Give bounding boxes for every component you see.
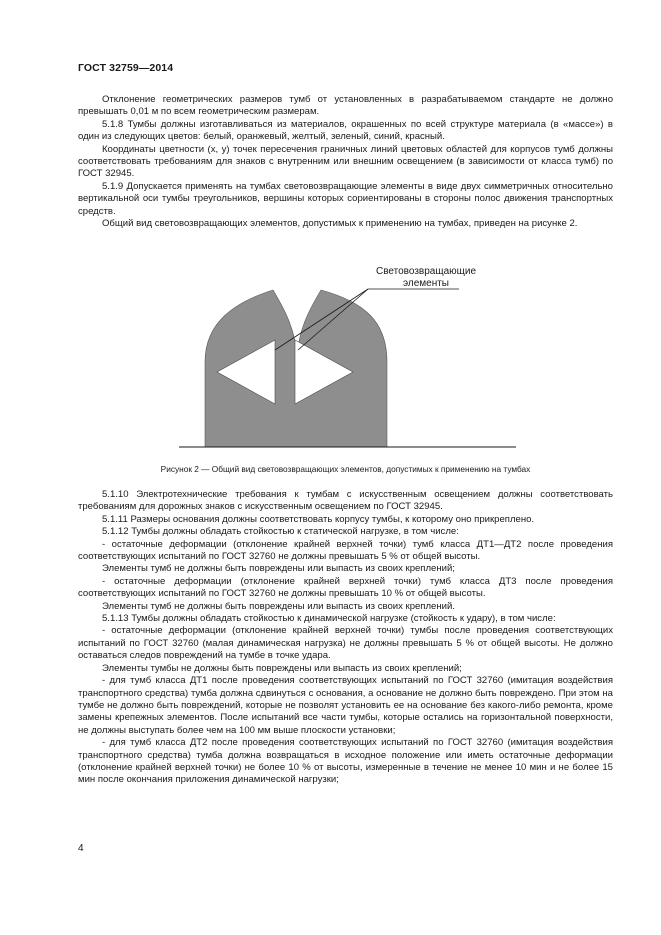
document-header: ГОСТ 32759—2014 — [78, 62, 174, 74]
paragraph: Элементы тумбы не должны быть повреждены или выпасть из своих креплений; — [102, 662, 462, 674]
paragraph-5-1-12: 5.1.12 Тумбы должны обладать стойкостью к статической нагрузке, в том числе: — [102, 526, 459, 538]
list-item: - для тумб класса ДТ1 после проведения соответствующих испытаний по ГОСТ 32760 (имитация воздействия транспортного средства) тумба должна сдвинуться с основания, а основание не должно быть повреждено. При этом на тумбе не должно быть повреждений, которые не позволят установить ее на основание без какого-либо ремонта, кроме замены крепежных элементов. После испытаний все части тумбы, которые остались на горизонтальной поверхности, не должны выступать более чем на 100 мм выше плоскости установки; — [78, 675, 613, 736]
paragraph-5-1-9: 5.1.9 Допускается применять на тумбах световозвращающие элементы в виде двух симметричных относительно вертикальной оси тумбы треугольников, вершины которых сориентированы в стороны полос движения транспортных средств. — [78, 180, 613, 217]
figure-label-line2: элементы — [402, 278, 450, 289]
paragraph: Координаты цветности (x, y) точек пересечения граничных линий цветовых областей для корпусов тумб должны соответствовать требованиям для знаков с внутренним или внешним освещением (в зависимости от класса тумб) по ГОСТ 32945. — [78, 143, 613, 180]
list-item: - остаточные деформации (отклонение крайней верхней точки) тумбы после проведения соответствующих испытаний по ГОСТ 32760 (малая динамическая нагрузка) не должны превышать 5 % от общей высоты. Не должно оставаться следов повреждений на тумбе в точке удара. — [78, 625, 613, 662]
list-item: - остаточные деформации (отклонение крайней верхней точки) тумб класса ДТ3 после проведения соответствующих испытаний по ГОСТ 32760 не должны превышать 10 % от общей высоты. — [78, 575, 613, 600]
figure-bollard — [175, 262, 520, 452]
body-text-top — [78, 94, 613, 230]
paragraph-5-1-8: 5.1.8 Тумбы должны изготавливаться из материалов, окрашенных по всей структуре материала (в «массе») в один из следующих цветов: белый, оранжевый, желтый, зеленый, синий, красный. — [78, 118, 613, 143]
figure-caption: Рисунок 2 — Общий вид световозвращающих элементов, допустимых к применению на тумбах — [160, 464, 531, 474]
list-item: - остаточные деформации (отклонение крайней верхней точки) тумб класса ДТ1—ДТ2 после проведения соответствующих испытаний по ГОСТ 32760 не должны превышать 5 % от общей высоты. — [78, 538, 613, 563]
paragraph: Элементы тумб не должны быть повреждены или выпасть из своих креплений. — [102, 600, 455, 612]
body-text-bottom — [78, 489, 613, 787]
figure-label-line1: Световозвращающие — [375, 266, 477, 277]
paragraph-5-1-13: 5.1.13 Тумбы должны обладать стойкостью к динамической нагрузке (стойкость к удару), в том числе: — [102, 613, 556, 625]
list-item: - для тумб класса ДТ2 после проведения соответствующих испытаний по ГОСТ 32760 (имитация воздействия транспортного средства) тумба должна возвращаться в исходное положение или иметь остаточные деформации (отклонение крайней верхней точки) не более 10 % от высоты, измеренные в течение не менее 10 мин и не более 15 мин после окончания приложения динамической нагрузки; — [78, 737, 613, 786]
paragraph: Отклонение геометрических размеров тумб от установленных в разрабатываемом стандарте не должно превышать 0,01 м по всем геометрическим размерам. — [78, 94, 613, 118]
paragraph: Общий вид световозвращающих элементов, допустимых к применению на тумбах, приведен на рисунке 2. — [102, 218, 578, 230]
paragraph-5-1-10: 5.1.10 Электротехнические требования к тумбам с искусственным освещением должны соответствовать требованиям для дорожных знаков с искусственным освещением по ГОСТ 32945. — [78, 489, 613, 513]
page-number: 4 — [78, 843, 84, 854]
paragraph: Элементы тумб не должны быть повреждены или выпасть из своих креплений; — [102, 563, 455, 575]
paragraph-5-1-11: 5.1.11 Размеры основания должны соответствовать корпусу тумбы, к которому оно прикреплено. — [102, 513, 535, 525]
